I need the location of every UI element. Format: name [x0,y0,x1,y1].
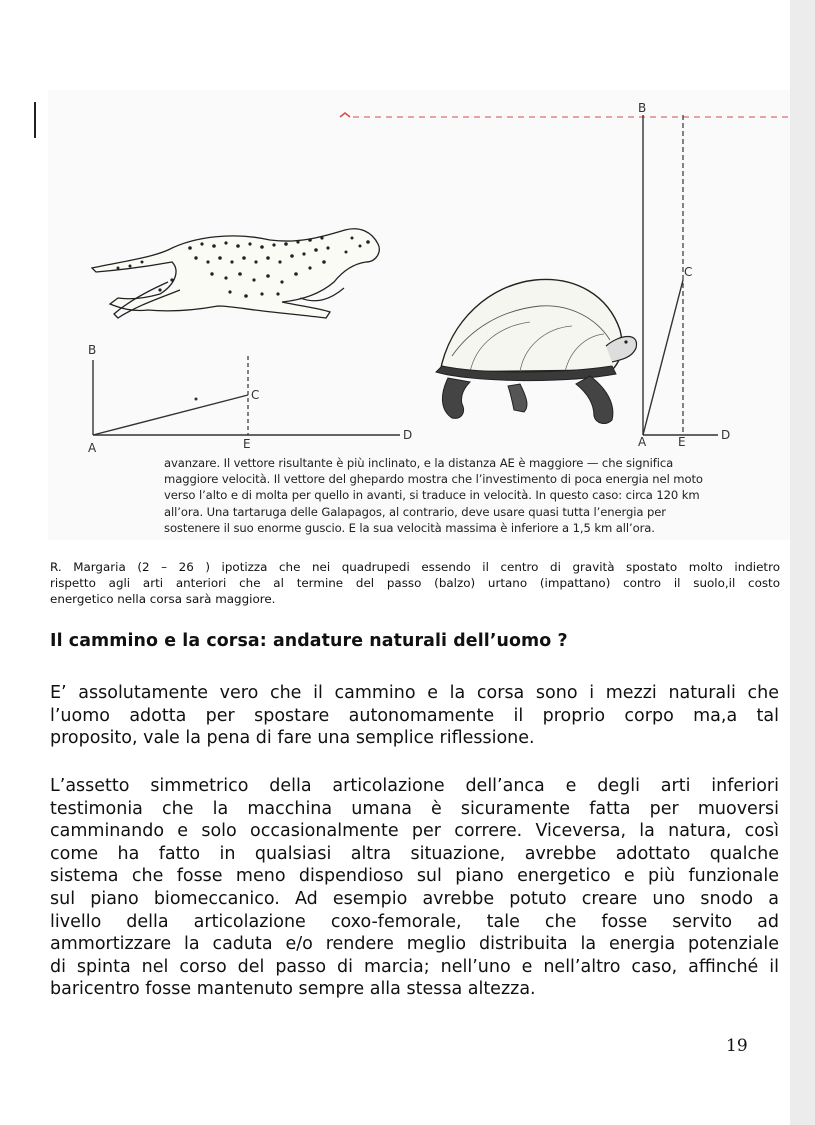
paragraph-line: testimonia che la macchina umana è sicuramente fatta per muoversi [50,798,779,819]
right-label-a: A [638,435,647,449]
figure-note-line: R. Margaria (2 – 26 ) ipotizza che nei quadrupedi essendo il centro di gravità spostato molto indietro [50,560,780,574]
paragraph-line: ammortizzare la caduta e/o rendere meglio distribuita la energia potenziale [50,934,779,955]
paragraph-line: E’ assolutamente vero che il cammino e la corsa sono i mezzi naturali che [50,683,779,703]
right-label-b: B [638,101,647,115]
paragraph-2 [50,775,779,1001]
paragraph-line: come ha fatto in qualsiasi altra situazione, avrebbe adottato qualche [50,843,779,864]
page-number: 19 [726,1036,748,1056]
right-label-d: D [721,428,731,442]
paragraph-line: L’assetto simmetrico della articolazione dell’anca e degli arti inferiori [50,776,779,796]
paragraph-line: camminando e solo occasionalmente per correre. Viceversa, la natura, così [50,821,779,842]
paragraph-line: baricentro fosse mantenuto sempre alla stessa altezza. [50,979,536,1000]
right-label-c: C [684,265,693,279]
left-label-e: E [243,437,251,451]
figure-note [50,559,780,607]
scan-caption-line: sostenere il suo enorme guscio. E la sua velocità massima è inferiore a 1,5 km all’ora. [164,520,655,535]
figure-note-line: energetico nella corsa sarà maggiore. [50,592,276,606]
scan-caption-line: verso l’alto e di molta per quello in avanti, si traduce in velocità. In questo caso: circa 120 km [164,488,700,503]
paragraph-line: sul piano biomeccanico. Ad esempio avrebbe potuto creare uno snodo a [50,888,779,909]
paragraph-line: di spinta nel corso del passo di marcia; nell’uno e nell’altro caso, affinché il [50,956,779,977]
paragraph-1 [50,682,779,750]
left-label-b: B [88,343,97,357]
section-heading: Il cammino e la corsa: andature naturali dell’uomo ? [50,631,568,651]
paragraph-line: l’uomo adotta per spostare autonomamente il proprio corpo ma,a tal [50,705,779,726]
paragraph-line: livello della articolazione coxo-femorale, tale che fosse servito ad [50,911,779,932]
paragraph-line: sistema che fosse meno dispendioso sul piano energetico e più funzionale [50,866,779,887]
scan-caption-line: all’ora. Una tartaruga delle Galapagos, al contrario, deve usare quasi tutta l’energia per [164,504,666,519]
page-edge-strip [790,0,815,1125]
left-label-c: C [251,388,260,402]
scan-caption-line: avanzare. Il vettore risultante è più inclinato, e la distanza AE è maggiore — che significa [164,456,674,470]
scan-caption-line: maggiore velocità. Il vettore del ghepardo mostra che l’investimento di poca energia nel moto [164,472,703,487]
left-label-d: D [403,428,413,442]
left-label-a: A [88,441,97,455]
figure-scan-caption [164,455,703,536]
figure-note-line: rispetto agli arti anteriori che al termine del passo (balzo) urtano (impattano) contro il suolo,il costo [50,576,780,590]
paragraph-line: proposito, vale la pena di fare una semplice riflessione. [50,728,535,749]
right-label-e: E [678,435,686,449]
